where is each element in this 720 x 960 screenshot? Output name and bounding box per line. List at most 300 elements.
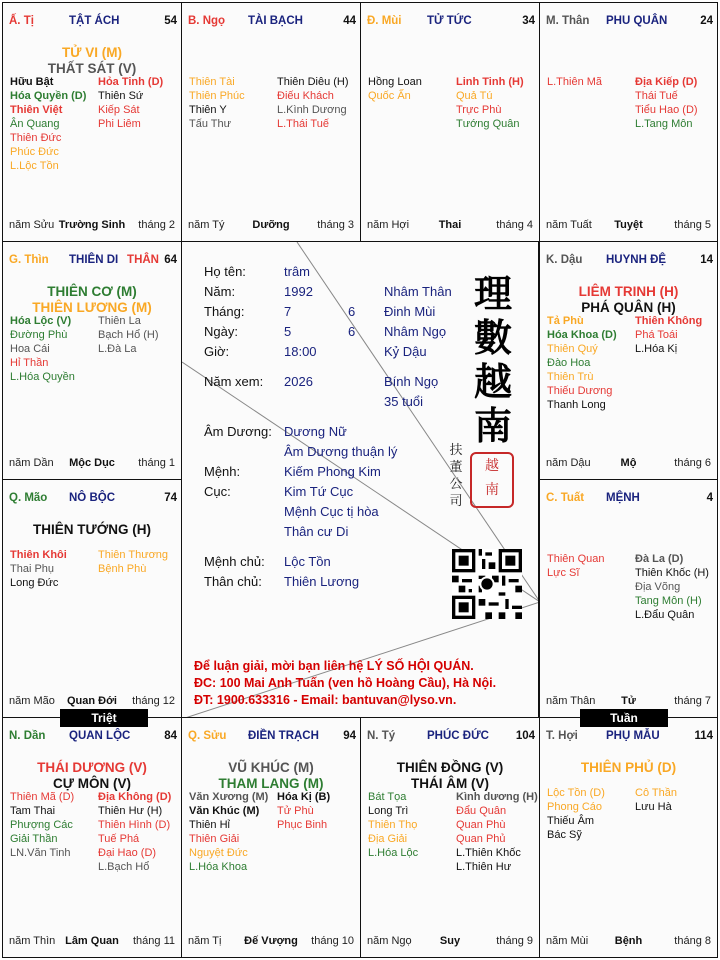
main-stars (540, 760, 717, 776)
palace-canchi: Q. Mão (9, 492, 48, 504)
month-label: tháng 8 (674, 935, 711, 947)
minor-stars-left (10, 75, 96, 173)
truong-sinh-stage: Suy (439, 935, 461, 947)
main-star: THIÊN TƯỚNG (H) (33, 522, 151, 537)
palace-header (188, 15, 356, 31)
palace-age: 64 (164, 254, 177, 266)
ngay-lunar: 6 (348, 324, 356, 339)
minor-star: Lộc Tồn (D) (547, 787, 605, 799)
palace-footer (9, 695, 175, 709)
palace-name: NÔ BỘC (69, 492, 115, 504)
minor-star: Kiếp Sát (98, 104, 140, 116)
minor-stars-right (635, 786, 718, 814)
palace-name: TÀI BẠCH (248, 15, 303, 27)
minor-star: Phượng Các (10, 819, 73, 831)
minor-star: Tuế Phá (98, 833, 140, 845)
year-label: năm Hợi (367, 219, 410, 231)
minor-stars-right (635, 552, 718, 622)
main-star: THẤT SÁT (V) (47, 61, 137, 76)
triet-tag: Triệt (60, 709, 148, 727)
palace-hoi (539, 717, 718, 958)
truong-sinh-stage: Mộc Dục (69, 457, 115, 469)
minor-star: L.Hóa Kị (635, 343, 678, 355)
minor-star: Địa Võng (635, 581, 681, 593)
minor-star: Thai Phụ (10, 563, 55, 575)
qr-code-icon[interactable] (452, 549, 522, 619)
main-star: TỬ VI (M) (62, 45, 122, 60)
minor-star: L.Bạch Hổ (98, 861, 150, 873)
minor-star: Long Trì (368, 805, 409, 817)
minor-star: Thiên Thương (98, 549, 169, 561)
minor-star: Văn Khúc (M) (189, 805, 260, 817)
minor-star: Tướng Quân (456, 118, 520, 130)
minor-stars-left (547, 786, 633, 842)
palace-dau (539, 241, 718, 480)
contact-line-2: ĐC: 100 Mai Anh Tuấn (ven hồ Hoàng Cầu), Hà Nội. (194, 676, 497, 690)
minor-star: Tam Thai (10, 805, 56, 817)
minor-star: Kình dương (H) (456, 791, 538, 803)
year-label: năm Sửu (9, 219, 55, 231)
contact-line-1: Để luận giải, mời bạn liên hệ LÝ SỐ HỘI QUÁN. (194, 659, 474, 673)
minor-stars-left (547, 552, 633, 580)
minor-star: Quan Phủ (456, 833, 506, 845)
minor-star: Trực Phù (456, 104, 502, 116)
main-star: THIÊN CƠ (M) (47, 284, 137, 299)
month-label: tháng 4 (496, 219, 533, 231)
minor-star: Đào Hoa (547, 357, 591, 369)
palace-header (546, 254, 713, 270)
minor-star: Bạch Hổ (H) (98, 329, 159, 341)
palace-name: PHU QUÂN (606, 15, 668, 27)
palace-mui (360, 2, 540, 242)
hoten-label: Họ tên: (204, 264, 246, 279)
year-label: năm Ngọ (367, 935, 412, 947)
palace-footer (188, 219, 354, 233)
minor-star: Thiên Tài (189, 76, 235, 88)
palace-header (367, 730, 535, 746)
minor-star: L.Thiên Hư (456, 861, 512, 873)
minor-star: Cô Thần (635, 787, 677, 799)
namxem-label: Năm xem: (204, 374, 264, 389)
palace-age: 24 (700, 15, 713, 27)
palace-age: 54 (164, 15, 177, 27)
palace-tuat (539, 479, 718, 718)
minor-star: L.Hóa Quyền (10, 371, 75, 383)
minor-star: Thiên Giải (189, 833, 240, 845)
palace-mao (2, 479, 182, 718)
palace-header (9, 730, 177, 746)
palace-footer (546, 935, 711, 949)
truong-sinh-stage: Trường Sinh (58, 219, 126, 231)
vert-char-4: 司 (449, 494, 463, 509)
ngay-canchi: Nhâm Ngọ (384, 324, 447, 339)
minor-star: Đà La (D) (635, 553, 684, 565)
minor-star: Phi Liêm (98, 118, 141, 130)
minor-star: Địa Không (D) (98, 791, 172, 803)
year-label: năm Tị (188, 935, 222, 947)
palace-canchi: N. Tý (367, 730, 396, 742)
nam-label: Năm: (204, 284, 236, 299)
ngay-value: 5 (284, 324, 292, 339)
palace-footer (9, 219, 175, 233)
calligraphy-char-4: 南 (473, 403, 512, 448)
minor-star: Bác Sỹ (547, 829, 582, 841)
minor-star: Thiên Hư (H) (98, 805, 163, 817)
minor-star: Bệnh Phù (98, 563, 147, 575)
minor-star: Long Đức (10, 577, 59, 589)
minor-star: L.Đẩu Quân (635, 609, 695, 621)
minor-stars-right (456, 75, 540, 131)
palace-footer (546, 695, 711, 709)
than-cu: Thân cư Di (284, 524, 349, 539)
palace-footer (367, 219, 533, 233)
cuc-label: Cục: (204, 484, 231, 499)
minor-star: Quốc Ấn (368, 90, 411, 102)
year-label: năm Thìn (9, 935, 56, 947)
minor-star: Hỏa Tinh (D) (98, 76, 164, 88)
minor-star: Thiên Hỉ (189, 819, 230, 831)
minor-star: Lực Sĩ (547, 567, 580, 579)
minor-star: Thiên Sứ (98, 90, 144, 102)
month-label: tháng 7 (674, 695, 711, 707)
amduong-label: Âm Dương: (204, 424, 272, 439)
contact-line-3[interactable]: ĐT: 1900.633316 - Email: bantuvan@lyso.vn. (194, 693, 457, 707)
minor-stars-left (10, 314, 96, 384)
vertical-seal-text (447, 442, 465, 510)
minor-star: Hóa Kị (B) (277, 791, 331, 803)
palace-canchi: Đ. Mùi (367, 15, 402, 27)
minor-star: Tiểu Hao (D) (635, 104, 698, 116)
minor-stars-left (547, 75, 633, 89)
minor-star: Hóa Quyền (D) (10, 90, 87, 102)
main-star: PHÁ QUÂN (H) (581, 300, 676, 315)
minor-star: Thiên Khôi (10, 549, 67, 561)
truong-sinh-stage: Bệnh (614, 935, 643, 947)
minor-star: Thái Tuế (635, 90, 678, 102)
ngay-label: Ngày: (204, 324, 238, 339)
year-label: năm Tý (188, 219, 225, 231)
minor-star: Tử Phù (277, 805, 314, 817)
minor-star: Quan Phù (456, 819, 506, 831)
center-info-panel (181, 241, 539, 718)
cuc-relation: Mệnh Cục tị hòa (284, 504, 379, 519)
main-star: THÁI ÂM (V) (411, 776, 489, 791)
palace-canchi: Q. Sửu (188, 730, 227, 742)
truong-sinh-stage: Đế Vượng (244, 935, 298, 947)
minor-star: Địa Giải (368, 833, 408, 845)
main-star: THÁI DƯƠNG (V) (37, 760, 147, 775)
minor-stars-left (10, 790, 96, 860)
minor-star: Thiên Y (189, 104, 227, 116)
vert-char-3: 公 (449, 477, 463, 492)
palace-name: ĐIỀN TRẠCH (248, 730, 319, 742)
calligraphy-logo (469, 272, 517, 448)
palace-footer (9, 457, 175, 471)
palace-name: THIÊN DI (69, 254, 119, 266)
palace-header (9, 15, 177, 31)
minor-stars-left (189, 790, 275, 874)
minor-stars-left (189, 75, 275, 131)
palace-header (367, 15, 535, 31)
minor-star: Hữu Bật (10, 76, 54, 88)
minor-star: Tang Môn (H) (635, 595, 702, 607)
minor-star: Quả Tú (456, 90, 493, 102)
minor-star: Thiên Khốc (H) (635, 567, 709, 579)
nam-canchi: Nhâm Thân (384, 284, 452, 299)
minor-star: Văn Xương (M) (189, 791, 269, 803)
minor-star: Phá Toái (635, 329, 678, 341)
minor-stars-right (98, 548, 182, 576)
year-label: năm Mùi (546, 935, 589, 947)
palace-footer (546, 219, 711, 233)
main-stars (361, 760, 539, 792)
minor-stars-right (98, 790, 182, 874)
menh-label: Mệnh: (204, 464, 241, 479)
palace-header (546, 492, 713, 508)
palace-ti (2, 2, 182, 242)
palace-name: PHÚC ĐỨC (427, 730, 489, 742)
truong-sinh-stage: Thai (438, 219, 462, 231)
minor-star: Thiên Đức (10, 132, 62, 144)
hoten-value: trâm (284, 264, 310, 279)
truong-sinh-stage: Lâm Quan (65, 935, 119, 947)
minor-star: Địa Kiếp (D) (635, 76, 698, 88)
palace-header (9, 254, 177, 270)
palace-header (9, 492, 177, 508)
palace-thin (2, 241, 182, 480)
month-label: tháng 5 (674, 219, 711, 231)
minor-star: Tả Phù (547, 315, 584, 327)
palace-ty (360, 717, 540, 958)
palace-age: 44 (343, 15, 356, 27)
main-star: THIÊN LƯƠNG (M) (32, 300, 152, 315)
minor-stars-right (277, 790, 361, 832)
namxem-value: 2026 (284, 374, 313, 389)
palace-age: 34 (522, 15, 535, 27)
minor-stars-left (368, 790, 454, 860)
minor-star: Linh Tinh (H) (456, 76, 524, 88)
palace-header (188, 730, 356, 746)
palace-age: 104 (515, 730, 535, 742)
thanchu-value: Thiên Lương (284, 574, 360, 589)
minor-star: Thiên Mã (D) (10, 791, 75, 803)
thang-lunar: 6 (348, 304, 356, 319)
truong-sinh-stage: Tử (621, 695, 636, 707)
gio-value: 18:00 (284, 344, 317, 359)
minor-star: LN.Văn Tinh (10, 847, 71, 859)
year-label: năm Mão (9, 695, 55, 707)
minor-star: Hồng Loan (368, 76, 422, 88)
minor-star: Hoa Cái (10, 343, 50, 355)
minor-stars-right (98, 75, 182, 131)
stamp-char-1: 越 (485, 458, 499, 474)
month-label: tháng 12 (132, 695, 175, 707)
truong-sinh-stage: Quan Đới (67, 695, 117, 707)
minor-star: L.Thiên Khốc (456, 847, 521, 859)
nam-value: 1992 (284, 284, 313, 299)
minor-stars-left (368, 75, 454, 103)
palace-name: TẬT ÁCH (69, 15, 120, 27)
main-star: THIÊN PHỦ (D) (580, 760, 677, 775)
year-label: năm Dần (9, 457, 54, 469)
minor-star: Thanh Long (547, 399, 606, 411)
main-star: THIÊN ĐỒNG (V) (396, 760, 504, 775)
palace-canchi: G. Thìn (9, 254, 49, 266)
minor-star: Đại Hao (D) (98, 847, 157, 859)
minor-star: Đẩu Quân (456, 805, 507, 817)
minor-star: Thiếu Dương (547, 385, 613, 397)
palace-age: 74 (164, 492, 177, 504)
menhchu-value: Lộc Tồn (284, 554, 331, 569)
main-stars (3, 284, 181, 316)
palace-than (539, 2, 718, 242)
minor-star: Thiên Thọ (368, 819, 418, 831)
month-label: tháng 9 (496, 935, 533, 947)
amduong-value: Dương Nữ (284, 424, 347, 439)
calligraphy-char-1: 理 (473, 271, 512, 316)
palace-than-marker: THÂN (127, 254, 159, 266)
minor-star: L.Kình Dương (277, 104, 347, 116)
palace-age: 114 (694, 730, 713, 742)
palace-canchi: M. Thân (546, 15, 590, 27)
main-stars (3, 45, 181, 77)
palace-name: MỆNH (606, 492, 640, 504)
minor-star: Thiên Phúc (189, 90, 245, 102)
palace-age: 4 (706, 492, 713, 504)
cuc-value: Kim Tứ Cục (284, 484, 354, 499)
palace-dan (2, 717, 182, 958)
amduong-relation: Âm Dương thuận lý (284, 444, 398, 459)
minor-star: Giải Thần (10, 833, 58, 845)
vert-char-2: 董 (449, 460, 463, 475)
month-label: tháng 6 (674, 457, 711, 469)
minor-stars-left (547, 314, 633, 412)
minor-stars-right (635, 75, 718, 131)
palace-name: PHỤ MẪU (606, 730, 660, 742)
calligraphy-char-2: 數 (473, 315, 512, 360)
tuan-tag: Tuần (580, 709, 668, 727)
namxem-canchi: Bính Ngọ (384, 374, 439, 389)
main-star: LIÊM TRINH (H) (578, 284, 679, 299)
truong-sinh-stage: Tuyệt (614, 219, 643, 231)
red-seal-stamp (470, 452, 514, 508)
palace-age: 84 (164, 730, 177, 742)
minor-star: Lưu Hà (635, 801, 672, 813)
palace-age: 94 (343, 730, 356, 742)
minor-star: Phong Cáo (547, 801, 603, 813)
palace-canchi: Ấ. Tị (9, 15, 34, 27)
thang-label: Tháng: (204, 304, 245, 319)
year-label: năm Thân (546, 695, 596, 707)
minor-star: Hóa Lộc (V) (10, 315, 72, 327)
gio-canchi: Kỷ Dậu (384, 344, 427, 359)
main-stars (3, 522, 181, 538)
main-stars (3, 760, 181, 792)
palace-header (546, 15, 713, 31)
minor-star: Thiên Hình (D) (98, 819, 171, 831)
minor-star: Đường Phù (10, 329, 68, 341)
minor-star: L.Đà La (98, 343, 137, 355)
minor-star: Điếu Khách (277, 90, 334, 102)
thanchu-label: Thân chủ: (204, 574, 262, 589)
tuoi-value: 35 tuổi (384, 394, 424, 409)
palace-footer (9, 935, 175, 949)
minor-star: Thiên La (98, 315, 141, 327)
minor-star: L.Lộc Tồn (10, 160, 59, 172)
palace-footer (367, 935, 533, 949)
menh-value: Kiếm Phong Kim (284, 464, 381, 479)
palace-canchi: C. Tuất (546, 492, 585, 504)
minor-star: Thiên Diêu (H) (277, 76, 349, 88)
month-label: tháng 2 (138, 219, 175, 231)
year-label: năm Dậu (546, 457, 591, 469)
minor-star: Thiên Quan (547, 553, 605, 565)
palace-suu (181, 717, 361, 958)
main-star: CỰ MÔN (V) (53, 776, 131, 791)
palace-header (546, 730, 713, 746)
minor-stars-right (635, 314, 718, 356)
minor-star: Phúc Đức (10, 146, 59, 158)
palace-canchi: T. Hợi (546, 730, 578, 742)
minor-star: Bát Tọa (368, 791, 407, 803)
minor-stars-right (456, 790, 540, 874)
minor-star: Thiên Không (635, 315, 703, 327)
year-label: năm Tuất (546, 219, 592, 231)
palace-ngo (181, 2, 361, 242)
month-label: tháng 3 (317, 219, 354, 231)
palace-footer (188, 935, 354, 949)
truong-sinh-stage: Dưỡng (252, 219, 290, 231)
palace-footer (546, 457, 711, 471)
minor-star: Tấu Thư (189, 118, 232, 130)
main-star: THAM LANG (M) (218, 776, 324, 791)
calligraphy-char-3: 越 (473, 359, 512, 404)
palace-canchi: B. Ngọ (188, 15, 226, 27)
minor-stars-right (277, 75, 361, 131)
minor-star: Thiếu Âm (547, 815, 595, 827)
minor-stars-right (98, 314, 182, 356)
menhchu-label: Mệnh chủ: (204, 554, 265, 569)
palace-age: 14 (700, 254, 713, 266)
minor-star: L.Thiên Mã (547, 76, 603, 88)
minor-star: Thiên Quý (547, 343, 598, 355)
stamp-char-2: 南 (485, 482, 499, 498)
minor-star: Thiên Trù (547, 371, 594, 383)
palace-canchi: N. Dần (9, 730, 46, 742)
minor-star: L.Hóa Lộc (368, 847, 419, 859)
month-label: tháng 1 (138, 457, 175, 469)
minor-star: Phục Binh (277, 819, 328, 831)
minor-star: Hỉ Thần (10, 357, 49, 369)
thang-value: 7 (284, 304, 292, 319)
truong-sinh-stage: Mộ (620, 457, 637, 469)
minor-star: L.Hóa Khoa (189, 861, 248, 873)
main-star: VŨ KHÚC (M) (228, 760, 314, 775)
palace-name: TỬ TỨC (427, 15, 472, 27)
gio-label: Giờ: (204, 344, 230, 359)
minor-star: L.Thái Tuế (277, 118, 329, 130)
palace-name: QUAN LỘC (69, 730, 131, 742)
main-stars (182, 760, 360, 792)
minor-star: Ân Quang (10, 118, 60, 130)
vert-char-1: 扶 (449, 443, 463, 458)
month-label: tháng 10 (311, 935, 354, 947)
month-label: tháng 11 (132, 935, 175, 947)
minor-star: L.Tang Môn (635, 118, 693, 130)
minor-stars-left (10, 548, 96, 590)
thang-canchi: Đinh Mùi (384, 304, 436, 319)
main-stars (540, 284, 717, 316)
